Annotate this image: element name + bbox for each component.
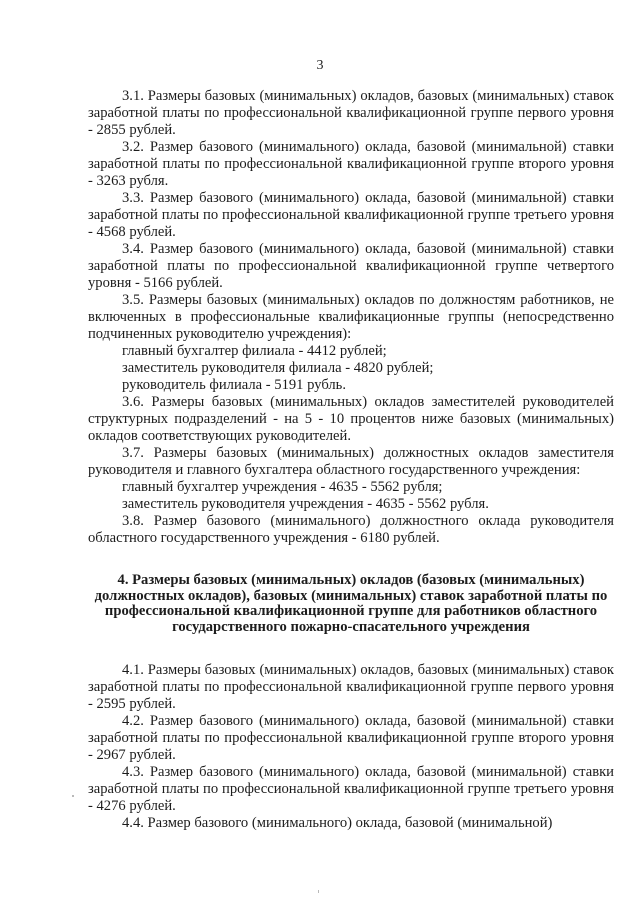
scan-artifact	[72, 795, 74, 797]
document-body	[88, 88, 614, 832]
paragraph-4-4: 4.4. Размер базового (минимального) оклада, базовой (минимальной)	[122, 815, 553, 831]
list-item: главный бухгалтер учреждения - 4635 - 5562 рубля;	[122, 479, 443, 495]
section-4-heading: 4. Размеры базовых (минимальных) окладов (базовых (минимальных) должностных окладов), базовых (минимальных) ставок заработной платы по профессиональной квалификационной группе для работников областного государственного пожарно-спасательного учреждения	[94, 572, 608, 635]
paragraph-3-5: 3.5. Размеры базовых (минимальных) окладов по должностям работников, не включенных в профессиональные квалификационные группы (непосредственно подчиненных руководителю учреждения):	[88, 292, 614, 342]
list-item: заместитель руководителя филиала - 4820 рублей;	[122, 360, 434, 376]
paragraph-3-8: 3.8. Размер базового (минимального) должностного оклада руководителя областного государственного учреждения - 6180 рублей.	[88, 513, 614, 546]
scan-artifact	[318, 890, 319, 893]
list-item: заместитель руководителя учреждения - 4635 - 5562 рубля.	[122, 496, 489, 512]
paragraph-3-1: 3.1. Размеры базовых (минимальных) окладов, базовых (минимальных) ставок заработной платы по профессиональной квалификационной группе первого уровня - 2855 рублей.	[88, 88, 614, 138]
paragraph-3-2: 3.2. Размер базового (минимального) оклада, базовой (минимальной) ставки заработной платы по профессиональной квалификационной группе второго уровня - 3263 рубля.	[88, 139, 614, 189]
paragraph-4-3: 4.3. Размер базового (минимального) оклада, базовой (минимальной) ставки заработной платы по профессиональной квалификационной группе третьего уровня - 4276 рублей.	[88, 764, 614, 814]
paragraph-3-6: 3.6. Размеры базовых (минимальных) окладов заместителей руководителей структурных подразделений - на 5 - 10 процентов ниже базовых (минимальных) окладов соответствующих руководителей.	[88, 394, 614, 444]
paragraph-4-1: 4.1. Размеры базовых (минимальных) окладов, базовых (минимальных) ставок заработной платы по профессиональной квалификационной группе первого уровня - 2595 рублей.	[88, 662, 614, 712]
section-4	[88, 662, 614, 832]
paragraph-3-4: 3.4. Размер базового (минимального) оклада, базовой (минимальной) ставки заработной платы по профессиональной квалификационной группе четвертого уровня - 5166 рублей.	[88, 241, 614, 291]
paragraph-4-2: 4.2. Размер базового (минимального) оклада, базовой (минимальной) ставки заработной платы по профессиональной квалификационной группе второго уровня - 2967 рублей.	[88, 713, 614, 763]
page-number: 3	[316, 58, 324, 73]
list-item: главный бухгалтер филиала - 4412 рублей;	[122, 343, 387, 359]
section-3	[88, 88, 614, 547]
list-item: руководитель филиала - 5191 рубль.	[122, 377, 346, 393]
paragraph-3-7: 3.7. Размеры базовых (минимальных) должностных окладов заместителя руководителя и главного бухгалтера областного государственного учреждения:	[88, 445, 614, 478]
paragraph-3-3: 3.3. Размер базового (минимального) оклада, базовой (минимальной) ставки заработной платы по профессиональной квалификационной группе третьего уровня - 4568 рублей.	[88, 190, 614, 240]
